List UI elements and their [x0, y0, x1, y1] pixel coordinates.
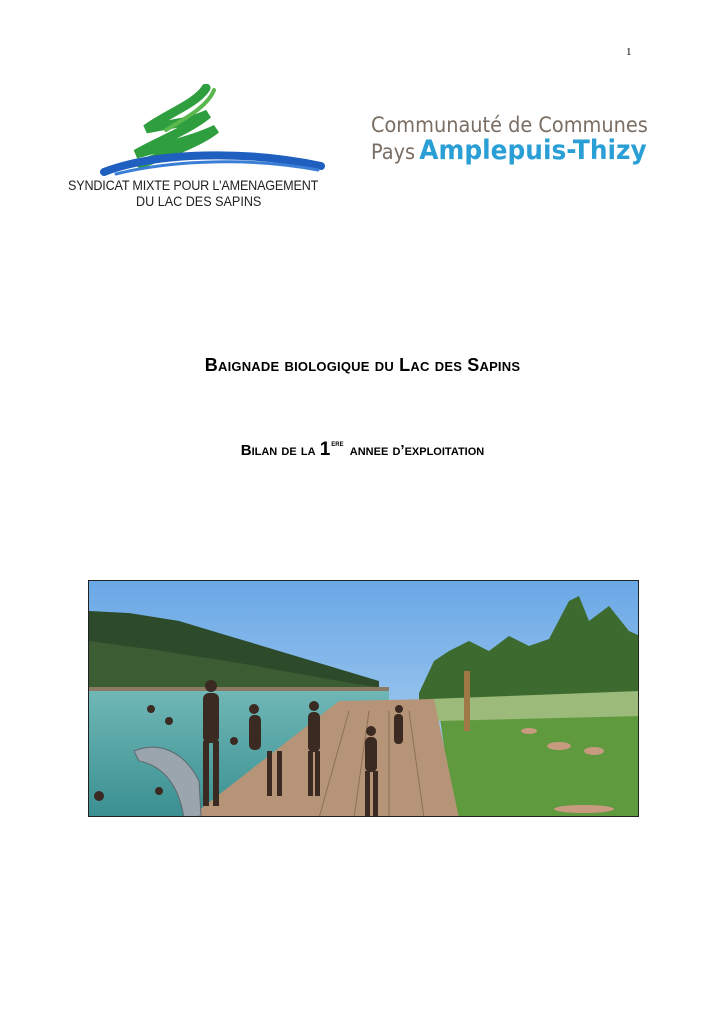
document-title: Baignade biologique du Lac des Sapins [204, 355, 521, 375]
document-subtitle [0, 438, 725, 461]
lake-swoosh-icon [96, 84, 326, 179]
subtitle-pre: Bilan de la [240, 442, 316, 459]
syndicat-logo-line1: SYNDICAT MIXTE POUR L'AMENAGEMENT [68, 177, 319, 193]
page-number: 1 [626, 46, 632, 58]
lake-photo [88, 580, 639, 817]
subtitle-post: annee d’exploitation [349, 442, 485, 459]
subtitle-ordinal: ere [331, 438, 344, 448]
communaute-logo [371, 113, 661, 169]
communaute-logo-line1: Communauté de Communes [371, 113, 648, 137]
communaute-logo-name: Amplepuis-Thizy [419, 135, 647, 166]
communaute-logo-pays: Pays [371, 140, 416, 164]
syndicat-logo-line2: DU LAC DES SAPINS [136, 193, 262, 209]
lake-photo-illustration [89, 581, 639, 817]
subtitle-number: 1 [319, 439, 331, 460]
syndicat-logo [66, 84, 341, 214]
